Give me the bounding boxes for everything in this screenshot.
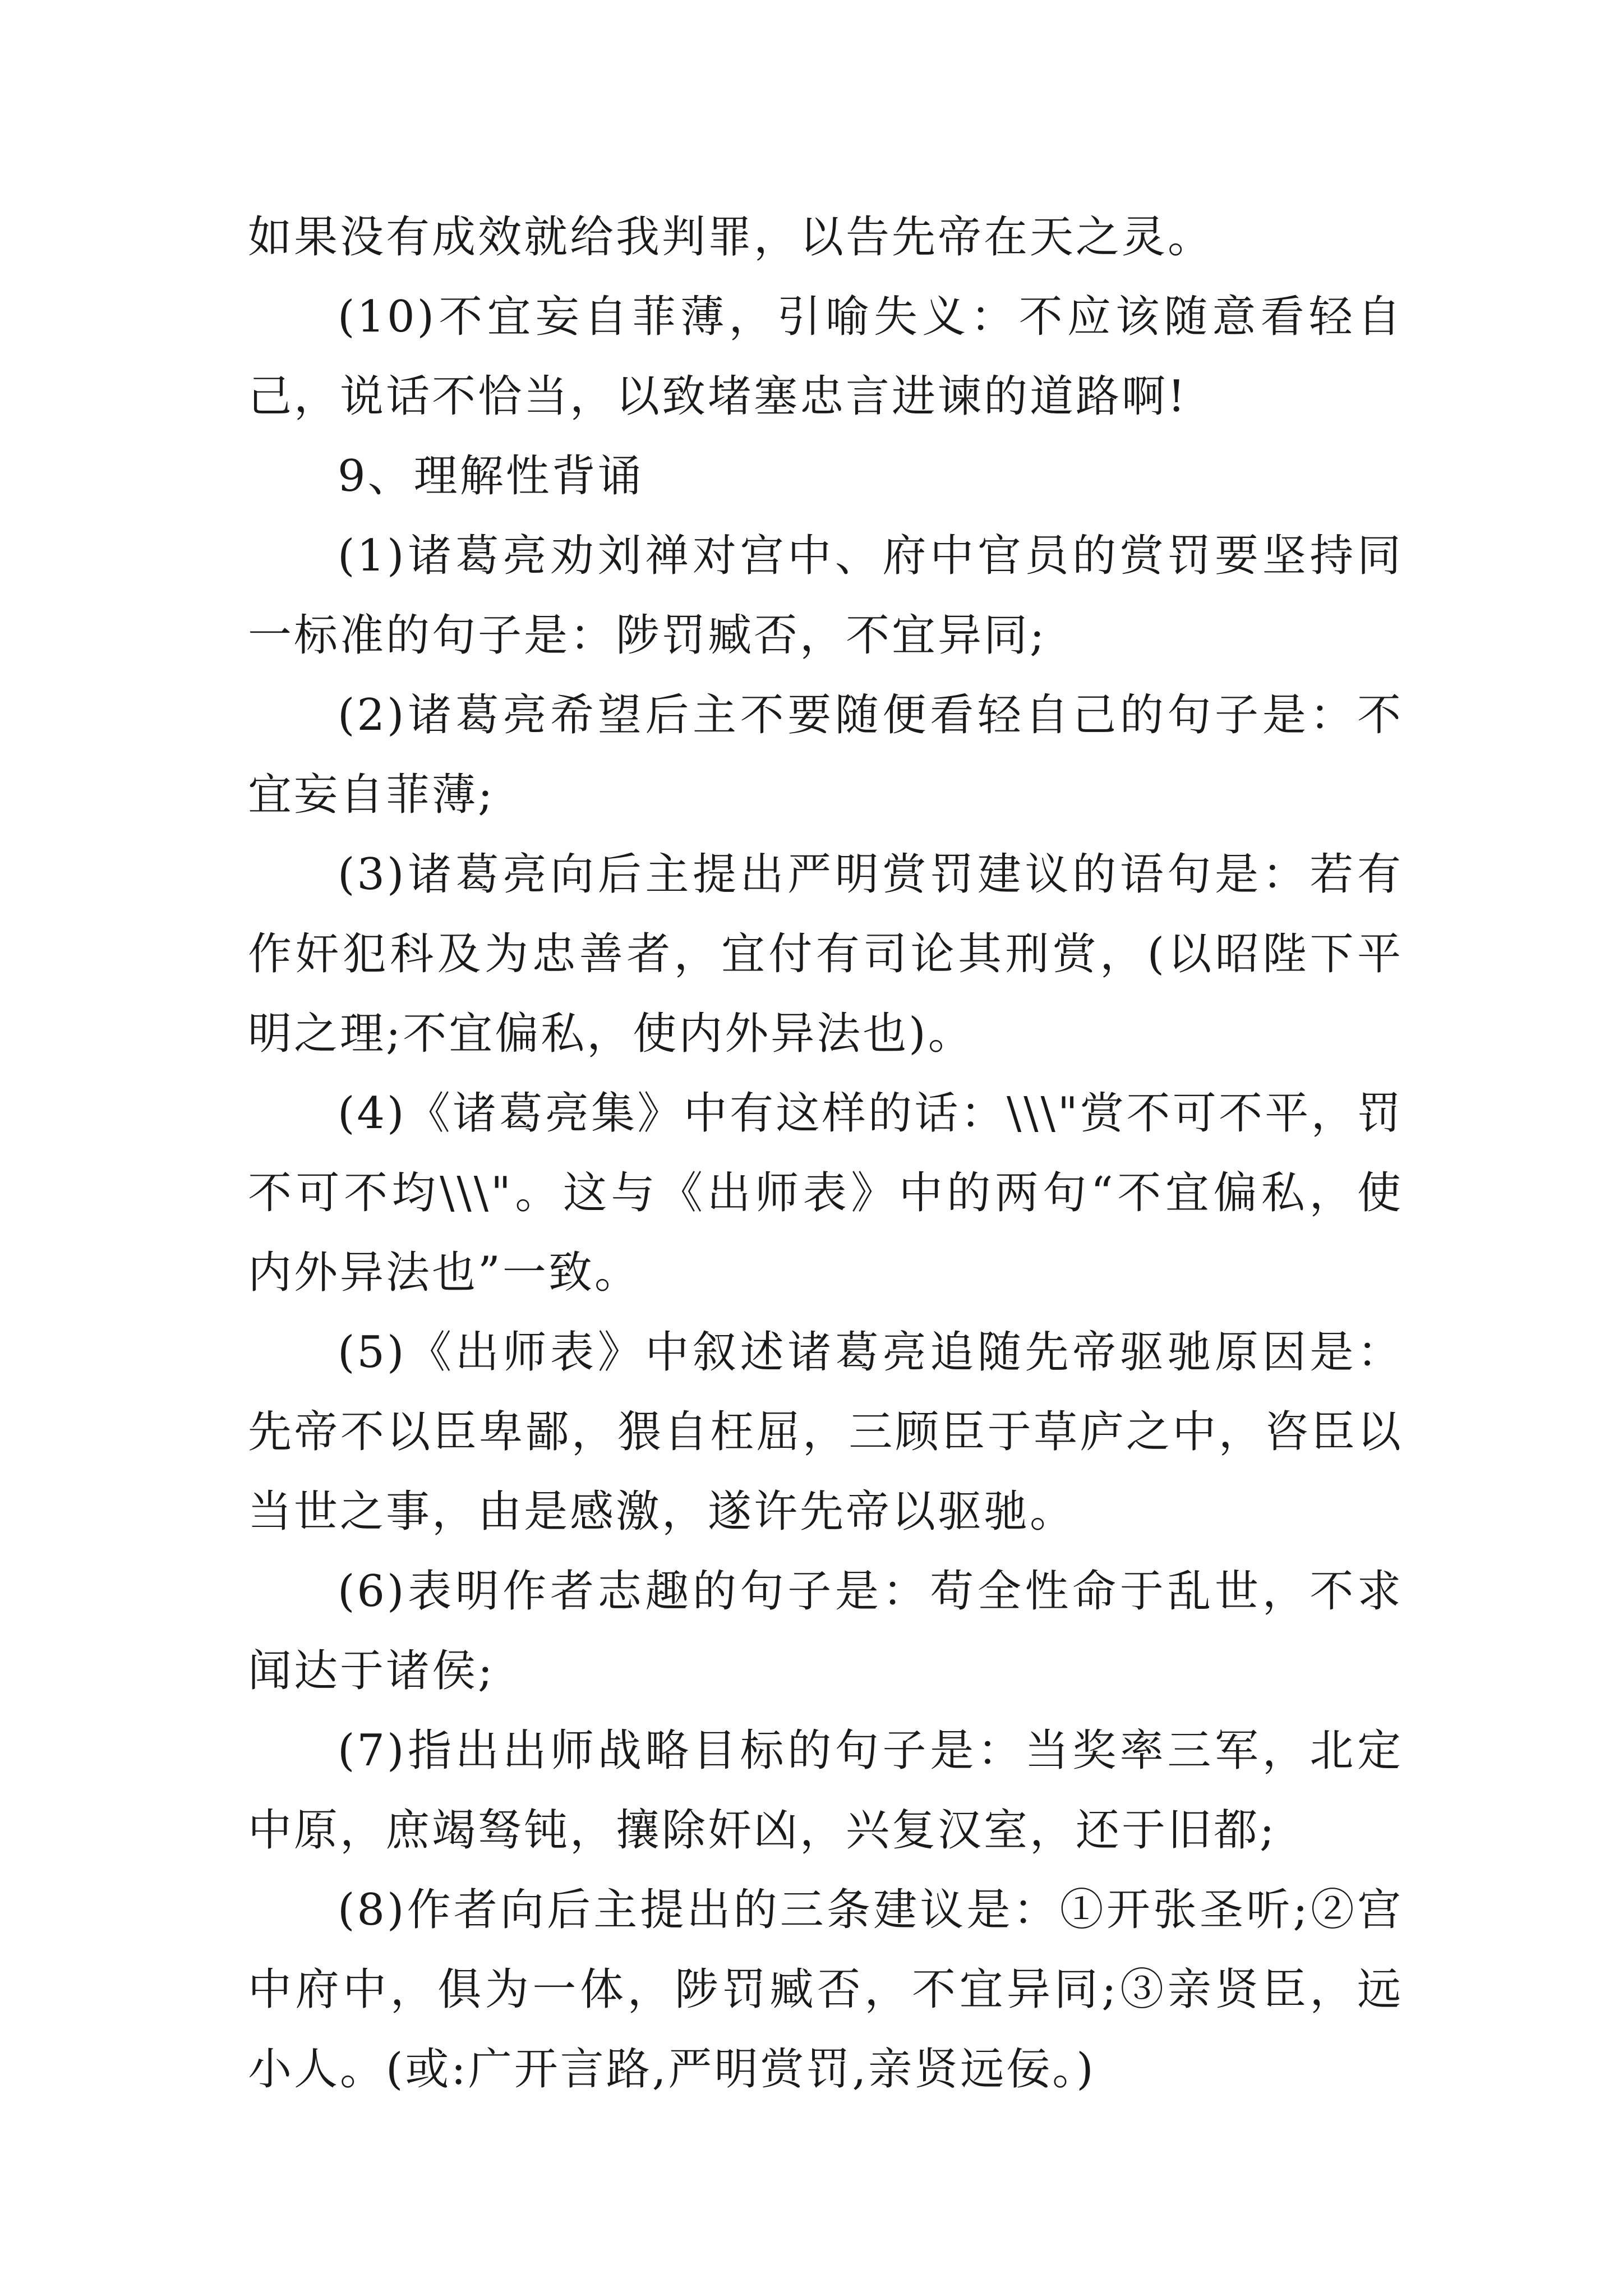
paragraph-continuation: 如果没有成效就给我判罪，以告先帝在天之灵。: [248, 212, 1214, 263]
paragraph-item-5: (5)《出师表》中叙述诸葛亮追随先帝驱驰原因是：先帝不以臣卑鄙，猥自枉屈，三顾臣于草庐之中，咨臣以当世之事，由是感激，遂许先帝以驱驰。: [248, 1327, 1403, 1537]
document-body: [248, 197, 1403, 2109]
paragraph-item-2: (2)诸葛亮希望后主不要随便看轻自己的句子是：不宜妄自菲薄;: [248, 690, 1403, 820]
paragraph-item-4: (4)《诸葛亮集》中有这样的话：\\\"赏不可不平，罚不可不均\\\"。这与《出师表》中的两句“不宜偏私，使内外异法也”一致。: [248, 1088, 1403, 1298]
paragraph-item-1: (1)诸葛亮劝刘禅对宫中、府中官员的赏罚要坚持同一标准的句子是：陟罚臧否，不宜异同;: [248, 531, 1403, 661]
paragraph-item-7: (7)指出出师战略目标的句子是：当奖率三军，北定中原，庶竭驽钝，攘除奸凶，兴复汉室，还于旧都;: [248, 1726, 1403, 1856]
paragraph-note-10: (10)不宜妄自菲薄，引喻失义：不应该随意看轻自己，说话不恰当，以致堵塞忠言进谏的道路啊!: [248, 292, 1403, 422]
paragraph-item-6: (6)表明作者志趣的句子是：苟全性命于乱世，不求闻达于诸侯;: [248, 1566, 1403, 1696]
paragraph-item-8: (8)作者向后主提出的三条建议是：①开张圣听;②宫中府中，俱为一体，陟罚臧否，不宜异同;③亲贤臣，远小人。(或:广开言路,严明赏罚,亲贤远佞。): [248, 1885, 1403, 2095]
section-heading: 9、理解性背诵: [338, 451, 644, 501]
paragraph-item-3: (3)诸葛亮向后主提出严明赏罚建议的语句是：若有作奸犯科及为忠善者，宜付有司论其刑赏，(以昭陛下平明之理;不宜偏私，使内外异法也)。: [248, 849, 1403, 1059]
